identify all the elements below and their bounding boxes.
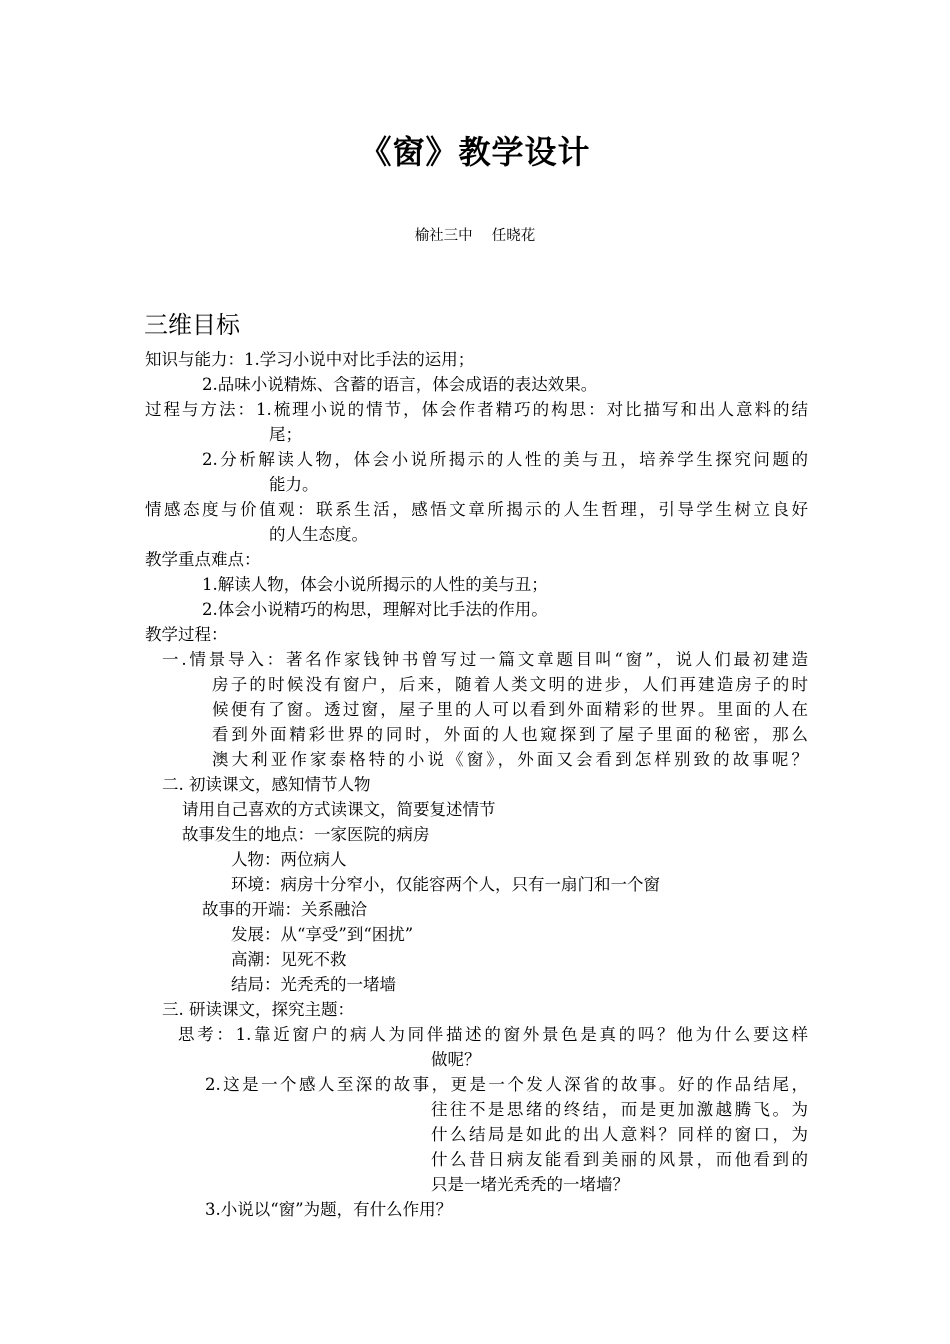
objective-emotion-cont: 的人生态度。 (269, 525, 368, 544)
question-2-cont-3: 什么昔日病友能看到美丽的风景，而他看到的 (431, 1150, 808, 1169)
question-1: 思考：1.靠近窗户的病人为同伴描述的窗外景色是真的吗？他为什么要这样 (178, 1025, 808, 1044)
key-point-2: 2.体会小说精巧的构思，理解对比手法的作用。 (202, 600, 548, 619)
objective-knowledge-2: 2.品味小说精炼、含蓄的语言，体会成语的表达效果。 (202, 375, 598, 394)
objective-knowledge-1: 知识与能力：1.学习小说中对比手法的运用； (145, 350, 475, 369)
intro-line-1: 一.情景导入：著名作家钱钟书曾写过一篇文章题目叫“窗”，说人们最初建造 (162, 650, 808, 669)
part-two-heading: 二. 初读课文，感知情节人物 (162, 775, 371, 794)
story-beginning: 故事的开端：关系融洽 (202, 900, 367, 919)
question-3: 3.小说以“窗”为题，有什么作用？ (205, 1200, 453, 1219)
story-environment: 环境：病房十分窄小，仅能容两个人，只有一扇门和一个窗 (231, 875, 660, 894)
intro-line-3: 候便有了窗。透过窗，屋子里的人可以看到外面精彩的世界。里面的人在 (212, 700, 808, 719)
intro-line-5: 澳大利亚作家泰格特的小说《窗》，外面又会看到怎样别致的故事呢？ (212, 750, 808, 769)
story-climax: 高潮：见死不救 (231, 950, 347, 969)
section-heading: 三维目标 (144, 311, 240, 339)
intro-line-4: 看到外面精彩世界的同时，外面的人也窥探到了屋子里面的秘密，那么 (212, 725, 808, 744)
objective-process-1: 过程与方法：1.梳理小说的情节，体会作者精巧的构思：对比描写和出人意料的结 (145, 400, 808, 419)
objective-process-2-cont: 能力。 (269, 475, 319, 494)
question-1-cont: 做呢？ (431, 1050, 481, 1069)
author-line: 榆社三中 任晓花 (414, 228, 536, 244)
question-2-cont-1: 往往不是思绪的终结，而是更加激越腾飞。为 (431, 1100, 808, 1119)
objective-process-1-cont: 尾； (269, 425, 302, 444)
intro-line-2: 房子的时候没有窗户，后来，随着人类文明的进步，人们再建造房子的时 (212, 675, 808, 694)
part-two-instruction: 请用自己喜欢的方式读课文，简要复述情节 (182, 800, 496, 819)
objective-emotion: 情感态度与价值观：联系生活，感悟文章所揭示的人生哲理，引导学生树立良好 (145, 500, 808, 519)
question-2: 2.这是一个感人至深的故事，更是一个发人深省的故事。好的作品结尾， (205, 1075, 808, 1094)
objective-process-2: 2.分析解读人物，体会小说所揭示的人性的美与丑，培养学生探究问题的 (202, 450, 808, 469)
story-location: 故事发生的地点：一家医院的病房 (182, 825, 430, 844)
key-points-heading: 教学重点难点： (145, 550, 261, 569)
key-point-1: 1.解读人物，体会小说所揭示的人性的美与丑； (202, 575, 548, 594)
story-ending: 结局：光秃秃的一堵墙 (231, 975, 396, 994)
question-2-cont-2: 什么结局是如此的出人意料？同样的窗口，为 (431, 1125, 808, 1144)
question-2-cont-4: 只是一堵光秃秃的一堵墙？ (431, 1175, 629, 1194)
story-development: 发展：从“享受”到“困扰” (231, 925, 414, 944)
document-title: 《窗》教学设计 (359, 133, 591, 171)
story-characters: 人物：两位病人 (231, 850, 347, 869)
process-heading: 教学过程： (145, 625, 228, 644)
part-three-heading: 三. 研读课文，探究主题： (162, 1000, 354, 1019)
